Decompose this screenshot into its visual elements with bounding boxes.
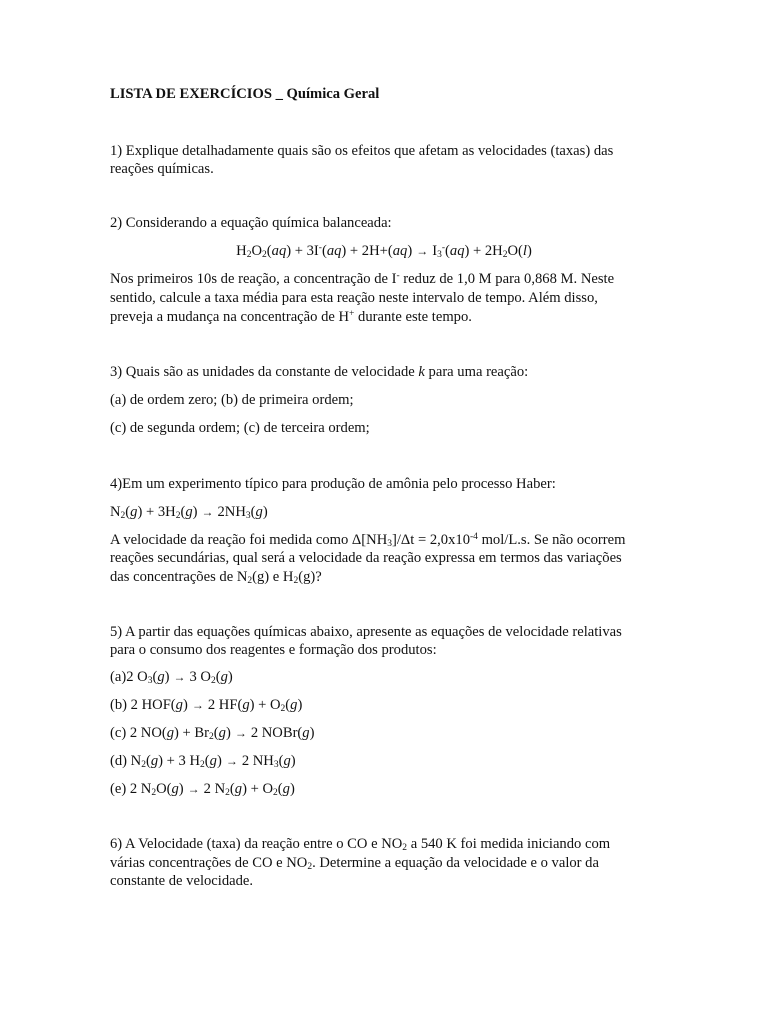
reaction-arrow-icon: → (416, 244, 429, 258)
q4-equation: $N_2(g) + 3H_2(g) \to 2NH_3(g)$ (110, 504, 268, 521)
q3-intro: 3) Quais são as unidades da constante de velocidade k para uma reação: (110, 364, 529, 380)
q6-line-3: constante de velocidade. (110, 873, 254, 889)
reaction-arrow-icon: → (225, 754, 238, 768)
q4-text-line-1: A velocidade da reação foi medida como $\Delta[NH_3]/\Delta t = 2,0x10^{-4}$ mol/L.s. Se não ocorrem (110, 532, 626, 549)
q2-intro: 2) Considerando a equação química balanceada: (110, 215, 392, 231)
q3-line-1: (a) de ordem zero; (b) de primeira ordem; (110, 392, 354, 408)
q3-line-2: (c) de segunda ordem; (c) de terceira ordem; (110, 420, 370, 436)
reaction-arrow-icon: → (187, 782, 200, 796)
q5-line-2: para o consumo dos reagentes e formação dos produtos: (110, 642, 437, 658)
q5-item-b: (b) 2 HOF(g) → 2 $HF(g) + O_2(g)$ (110, 697, 303, 714)
q4-text-line-3: das concentrações de $N_2(g)$ e $H_2(g)$? (110, 569, 322, 586)
q6-line-1: 6) A Velocidade (taxa) da reação entre o CO e $NO_2$ a 540 K foi medida iniciando com (110, 836, 611, 853)
q5-item-e: (e) 2 $N_2O(g) \to 2$ $N_2(g) + O_2(g)$ (110, 781, 295, 798)
q5-item-c: (c) 2 $NO(g) + Br_2(g) \to 2$ NOBr(g) (110, 725, 315, 742)
q2-text-line-1: Nos primeiros 10s de reação, a concentração de I- reduz de 1,0 M para 0,868 M. Neste (110, 271, 615, 287)
q5-line-1: 5) A partir das equações químicas abaixo, apresente as equações de velocidade relativas (110, 624, 622, 640)
q5-item-a: (a)2 $O_3(g) \to 3$ $O_2(g)$ (110, 669, 233, 686)
reaction-arrow-icon: → (173, 670, 186, 684)
q2-equation: $H_2O_2(aq) + 3I^-(aq) + 2H+(aq) \to I_3^-(aq) + 2H_2O(l)$ (236, 243, 532, 260)
q1-line-2: reações químicas. (110, 161, 214, 177)
reaction-arrow-icon: → (191, 698, 204, 712)
q2-text-line-3: preveja a mudança na concentração de H+ durante este tempo. (110, 309, 472, 325)
q6-line-2: várias concentrações de CO e $NO_2$. Determine a equação da velocidade e o valor da (110, 855, 599, 872)
q4-intro: 4)Em um experimento típico para produção de amônia pelo processo Haber: (110, 476, 556, 492)
reaction-arrow-icon: → (234, 726, 247, 740)
q2-text-line-2: sentido, calcule a taxa média para esta reação neste intervalo de tempo. Além disso, (110, 290, 598, 306)
page-title: LISTA DE EXERCÍCIOS _ Química Geral (110, 86, 380, 102)
reaction-arrow-icon: → (201, 505, 214, 519)
q4-text-line-2: reações secundárias, qual será a velocidade da reação expressa em termos das variações (110, 550, 622, 566)
q5-item-d: (d) $N_2(g) + 3$ $H_2(g) \to 2$ $NH_3(g)$ (110, 753, 296, 770)
q1-line-1: 1) Explique detalhadamente quais são os efeitos que afetam as velocidades (taxas) das (110, 143, 614, 159)
